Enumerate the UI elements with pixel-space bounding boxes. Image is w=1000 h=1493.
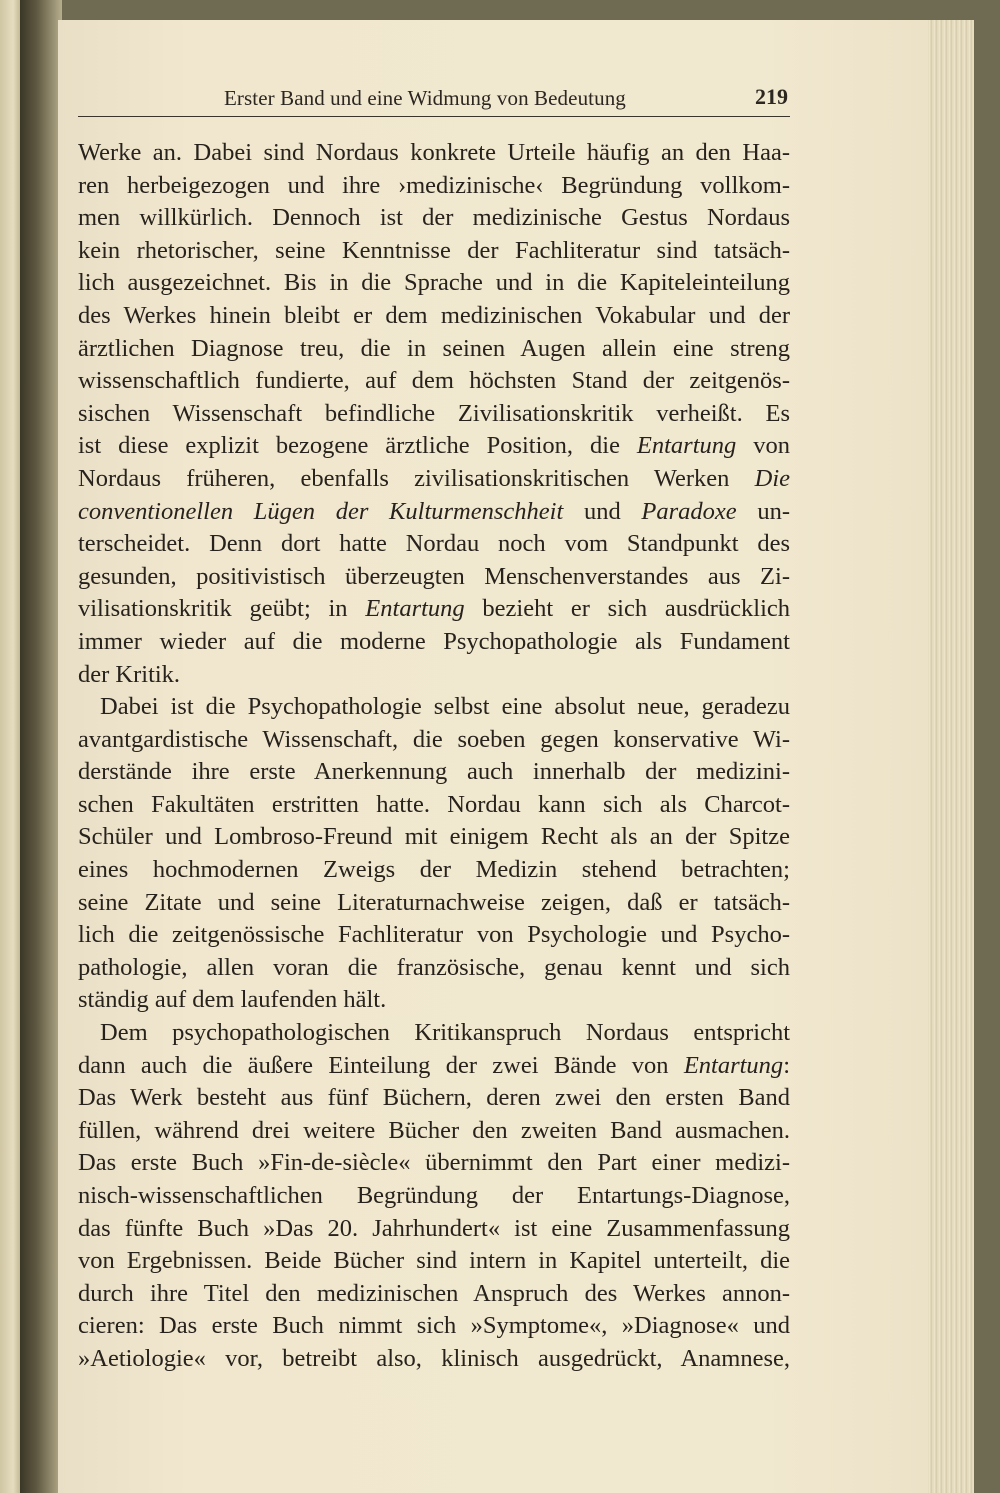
- running-title: Erster Band und eine Widmung von Bedeutung: [224, 86, 626, 110]
- text-run: vilisationskritik geübt; in: [78, 595, 366, 623]
- italic-title: conventionellen Lügen der Kulturmenschheit: [78, 497, 564, 525]
- text-line: pathologie, allen voran die französische, genau kennt und sich: [78, 953, 790, 981]
- text-line: von Ergebnissen. Beide Bücher sind intern in Kapitel unterteilt, die: [78, 1247, 790, 1275]
- text-run: bezieht er sich ausdrücklich: [464, 595, 790, 623]
- italic-title: Entartung: [683, 1051, 784, 1079]
- italic-title: Paradoxe: [641, 497, 737, 525]
- text-line: Werke an. Dabei sind Nordaus konkrete Urteile häufig an den Haa-: [78, 139, 790, 166]
- text-line: lich die zeitgenössische Fachliteratur von Psychologie und Psycho-: [78, 921, 790, 949]
- text-line: seine Zitate und seine Literaturnachweise zeigen, daß er tatsäch-: [78, 888, 790, 916]
- previous-page-edge: [0, 0, 22, 1493]
- text-line: Das Werk besteht aus fünf Büchern, deren zwei den ersten Band: [78, 1084, 790, 1112]
- text-line: sischen Wissenschaft befindliche Zivilisationskritik verheißt. Es: [78, 399, 790, 427]
- body-text: [78, 137, 790, 1376]
- italic-title: Die: [754, 464, 790, 492]
- italic-title: Entartung: [636, 432, 737, 460]
- text-line: »Aetiologie« vor, betreibt also, klinisch ausgedrückt, Anamnese,: [78, 1344, 790, 1372]
- text-line: Schüler und Lombroso-Freund mit einigem Recht als an der Spitze: [78, 823, 790, 851]
- text-run: ist diese explizit bezogene ärztliche Position, die: [78, 432, 637, 460]
- text-line: ständig auf dem laufenden hält.: [78, 986, 387, 1014]
- text-line: durch ihre Titel den medizinischen Anspruch des Werkes annon-: [78, 1279, 790, 1307]
- text-run: Nordaus früheren, ebenfalls zivilisationskritischen Werken: [78, 464, 755, 492]
- text-line: ren herbeigezogen und ihre ›medizinische‹ Begründung vollkom-: [78, 171, 790, 199]
- text-line: [78, 1050, 790, 1083]
- text-line: cieren: Das erste Buch nimmt sich »Symptome«, »Diagnose« und: [78, 1312, 790, 1340]
- text-line: schen Fakultäten erstritten hatte. Nordau kann sich als Charcot-: [78, 790, 790, 818]
- running-header: [78, 82, 790, 117]
- paragraph-2: [78, 691, 790, 1017]
- text-run: dann auch die äußere Einteilung der zwei Bände von: [78, 1051, 684, 1079]
- text-line: men willkürlich. Dennoch ist der medizinische Gestus Nordaus: [78, 204, 790, 232]
- text-line: füllen, während drei weitere Bücher den zweiten Band ausmachen.: [78, 1116, 790, 1144]
- text-line: Dem psychopathologischen Kritikanspruch Nordaus entspricht: [100, 1019, 790, 1047]
- background-edge: [974, 0, 1000, 1493]
- italic-title: Entartung: [365, 595, 465, 623]
- text-line: [78, 496, 790, 529]
- text-line: lich ausgezeichnet. Bis in die Sprache und in die Kapiteleinteilung: [78, 269, 790, 297]
- text-line: [78, 593, 790, 626]
- text-line: immer wieder auf die moderne Psychopathologie als Fundament: [78, 627, 790, 655]
- text-run: :: [783, 1051, 790, 1079]
- text-line: [78, 430, 790, 463]
- text-line: ärztlichen Diagnose treu, die in seinen Augen allein eine streng: [78, 334, 790, 362]
- text-run: und: [563, 497, 642, 525]
- book-gutter-shadow: [20, 0, 62, 1493]
- text-line: eines hochmodernen Zweigs der Medizin stehend betrachten;: [78, 856, 790, 884]
- text-line: derstände ihre erste Anerkennung auch innerhalb der medizini-: [78, 758, 790, 786]
- text-run: un-: [736, 497, 790, 525]
- text-line: nisch-wissenschaftlichen Begründung der Entartungs-Diagnose,: [78, 1182, 790, 1209]
- text-line: avantgardistische Wissenschaft, die soeben gegen konservative Wi-: [78, 725, 790, 753]
- text-line: wissenschaftlich fundierte, auf dem höchsten Stand der zeitgenös-: [78, 367, 790, 395]
- paragraph-3: [78, 1017, 790, 1376]
- page-number: 219: [755, 84, 788, 109]
- text-line: des Werkes hinein bleibt er dem medizinischen Vokabular und der: [78, 301, 790, 329]
- page-stack-edges: [928, 20, 978, 1493]
- text-line: [78, 463, 790, 496]
- text-run: von: [736, 432, 790, 460]
- paragraph-1: [78, 137, 790, 691]
- text-line: kein rhetorischer, seine Kenntnisse der Fachliteratur sind tatsäch-: [78, 236, 790, 264]
- text-line: terscheidet. Denn dort hatte Nordau noch vom Standpunkt des: [78, 530, 790, 558]
- text-line: Das erste Buch »Fin-de-siècle« übernimmt den Part einer medizi-: [78, 1149, 790, 1177]
- text-line: der Kritik.: [78, 660, 181, 688]
- text-line: Dabei ist die Psychopathologie selbst eine absolut neue, geradezu: [100, 693, 790, 721]
- text-line: das fünfte Buch »Das 20. Jahrhundert« ist eine Zusammenfassung: [78, 1214, 790, 1242]
- text-line: gesunden, positivistisch überzeugten Menschenverstandes aus Zi-: [78, 562, 790, 590]
